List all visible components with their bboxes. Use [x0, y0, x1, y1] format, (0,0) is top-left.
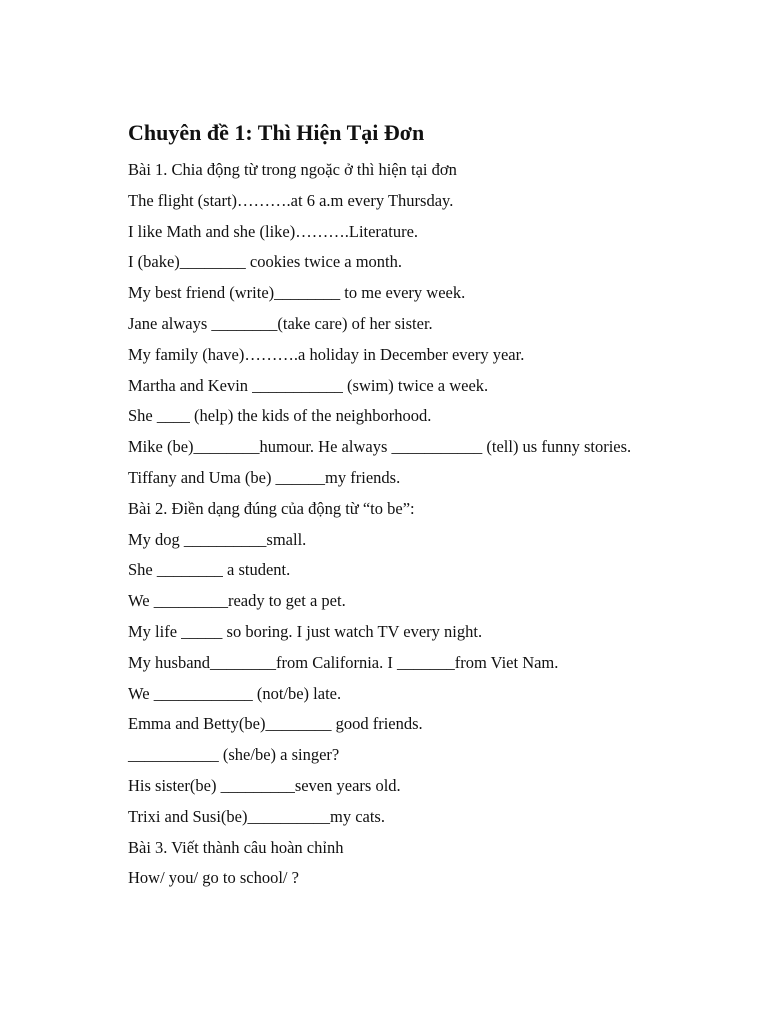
document-title: Chuyên đề 1: Thì Hiện Tại Đơn	[128, 120, 425, 145]
exercise-line: My best friend (write)________ to me every week.	[128, 283, 466, 303]
exercise-1-heading: Bài 1. Chia động từ trong ngoặc ở thì hiện tại đơn	[128, 160, 457, 179]
exercise-line: Tiffany and Uma (be) ______my friends.	[128, 467, 401, 487]
exercise-3-heading: Bài 3. Viết thành câu hoàn chỉnh	[128, 837, 344, 857]
exercise-line: We ____________ (not/be) late.	[128, 683, 342, 703]
exercise-line: I like Math and she (like)……….Literature.	[128, 221, 419, 241]
exercise-line: Jane always ________(take care) of her sister.	[128, 313, 433, 333]
exercise-line: I (bake)________ cookies twice a month.	[128, 252, 403, 272]
exercise-line: She ____ (help) the kids of the neighborhood.	[128, 406, 432, 426]
exercise-line: ___________ (she/be) a singer?	[128, 745, 340, 765]
exercise-line: The flight (start)……….at 6 a.m every Thursday.	[128, 190, 454, 210]
exercise-line: We _________ready to get a pet.	[128, 591, 346, 611]
exercise-line: Mike (be)________humour. He always ___________ (tell) us funny stories.	[128, 437, 632, 457]
exercise-line: Trixi and Susi(be)__________my cats.	[128, 806, 385, 826]
exercise-lines	[128, 155, 748, 894]
exercise-line: My family (have)……….a holiday in December every year.	[128, 344, 525, 364]
exercise-line: His sister(be) _________seven years old.	[128, 775, 401, 795]
exercise-2-heading: Bài 2. Điền dạng đúng của động từ “to be”:	[128, 498, 415, 518]
exercise-line: My life _____ so boring. I just watch TV every night.	[128, 621, 483, 641]
exercise-line: My husband________from California. I _______from Viet Nam.	[128, 652, 559, 672]
exercise-line: Martha and Kevin ___________ (swim) twice a week.	[128, 375, 489, 395]
exercise-line: Emma and Betty(be)________ good friends.	[128, 714, 423, 734]
exercise-line: How/ you/ go to school/ ?	[128, 868, 299, 888]
exercise-line: My dog __________small.	[128, 529, 307, 549]
exercise-line: She ________ a student.	[128, 560, 291, 580]
